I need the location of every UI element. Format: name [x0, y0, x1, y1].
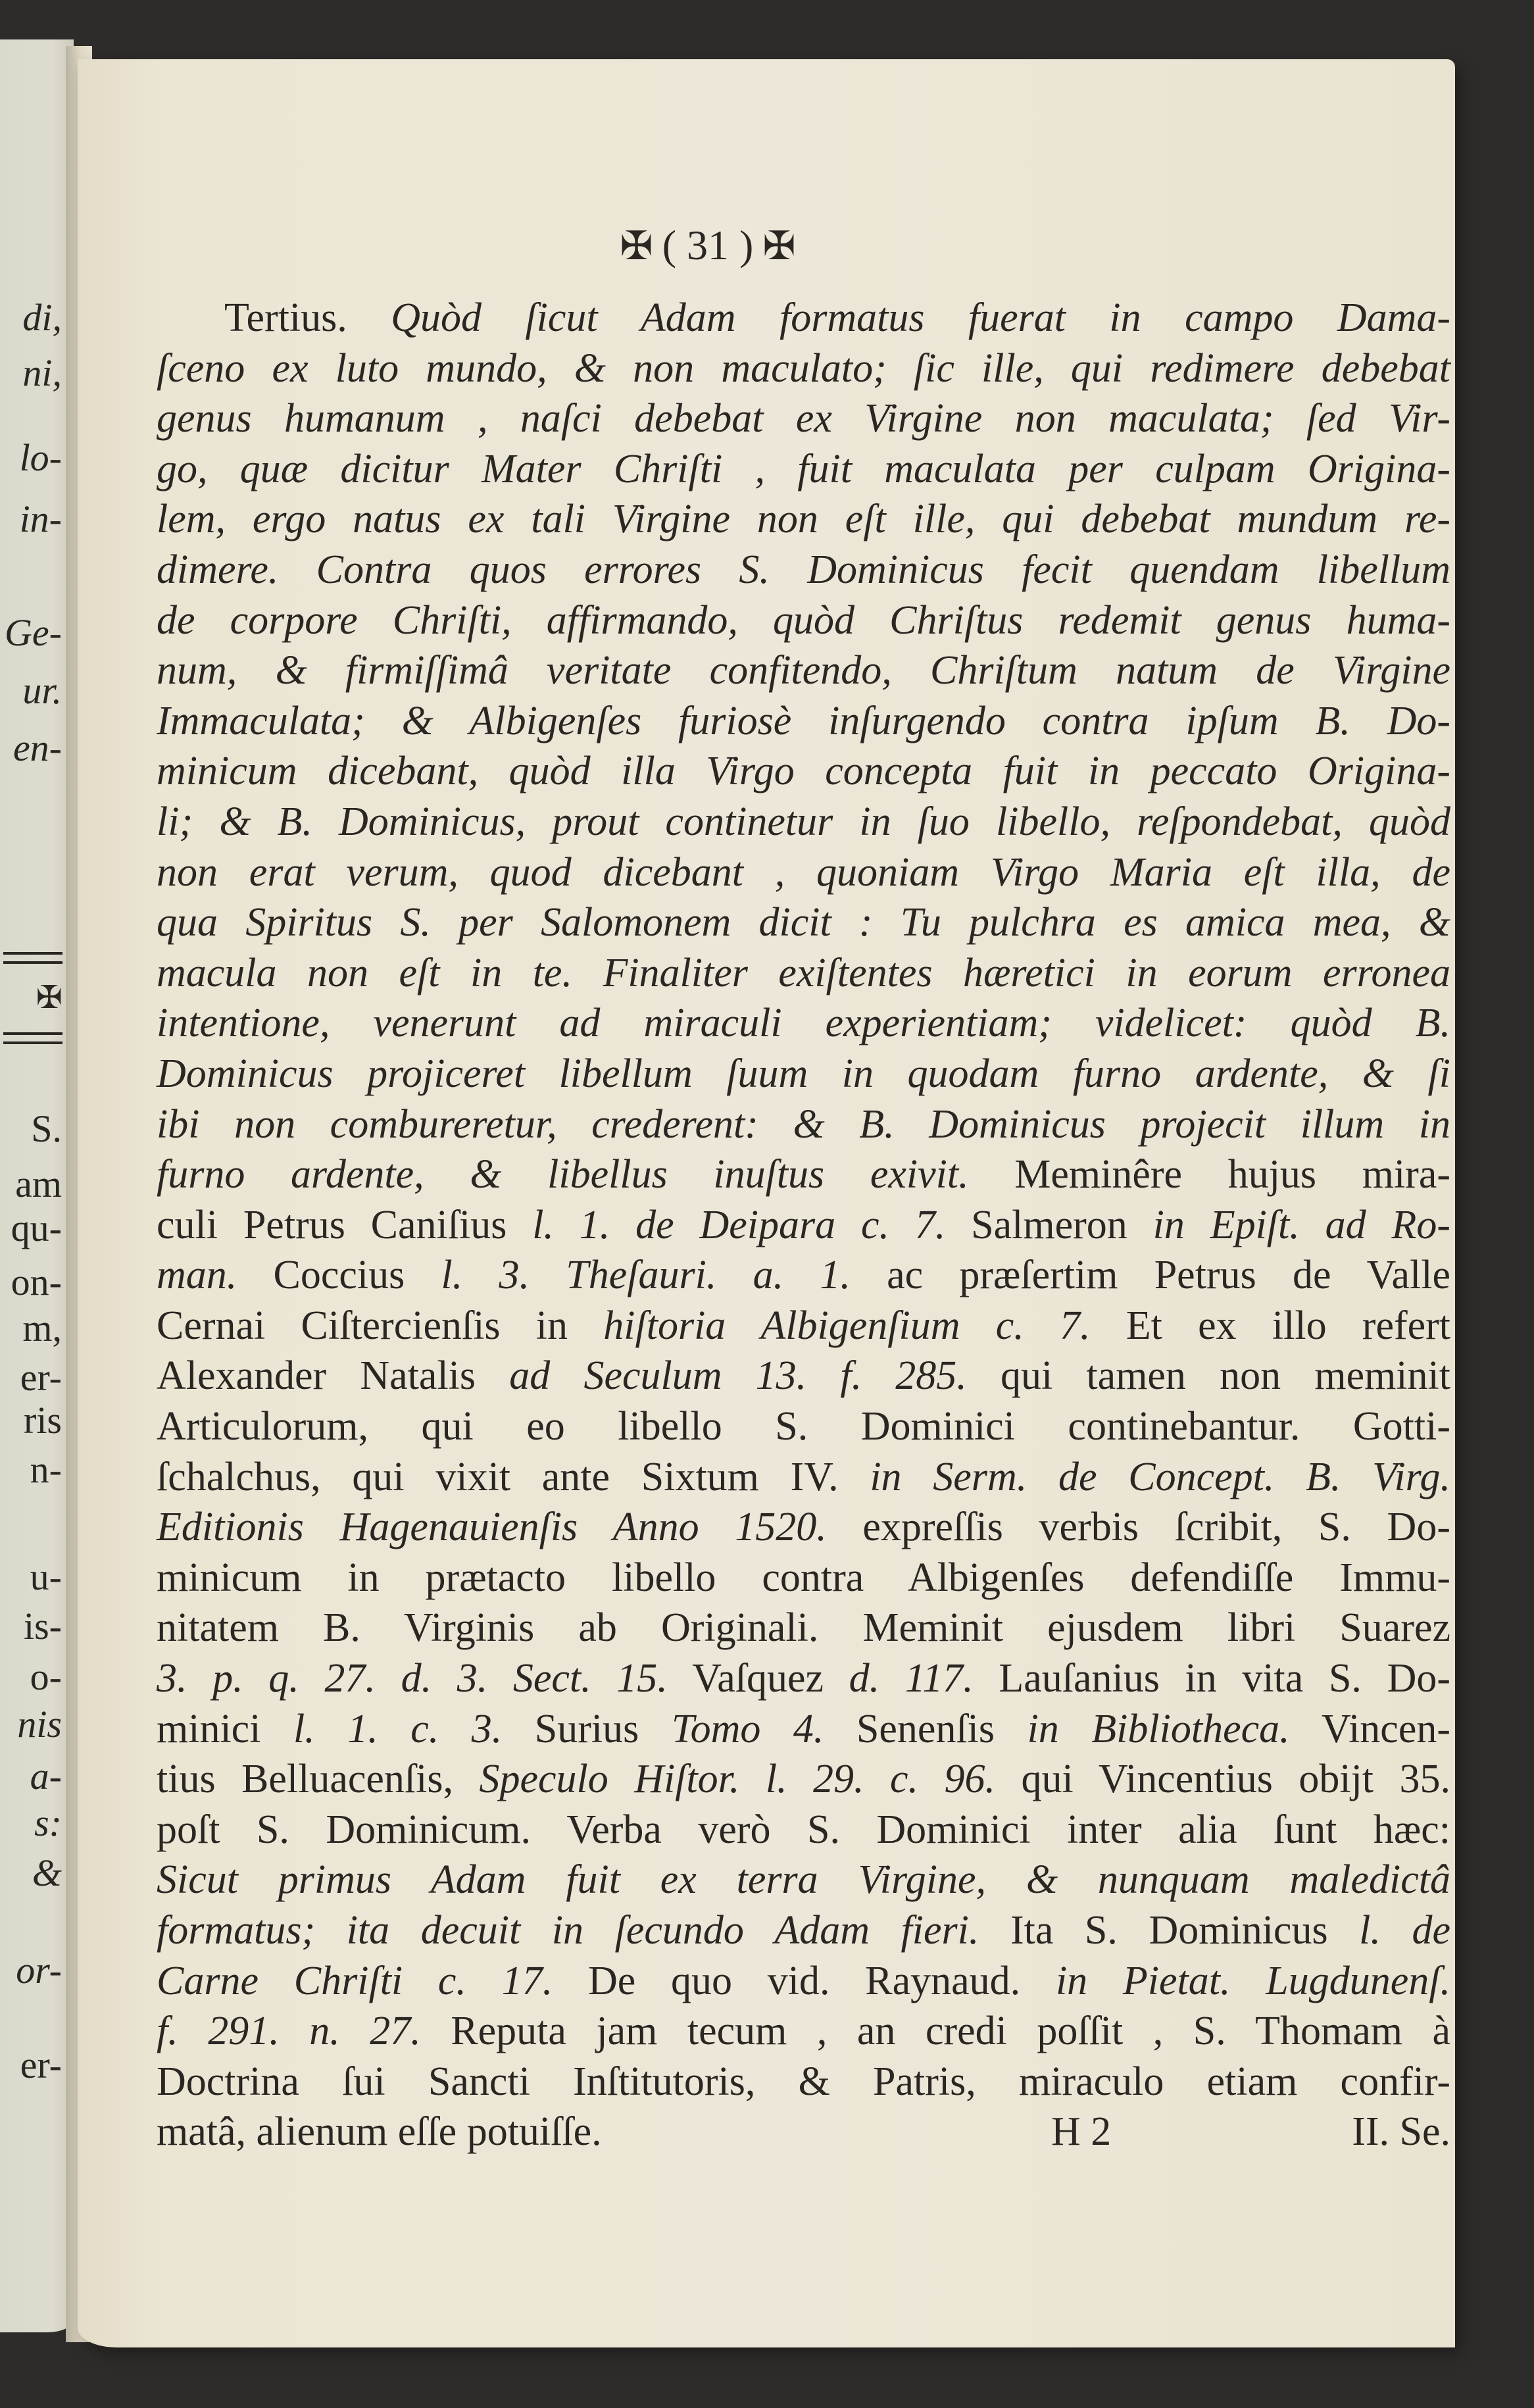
text-line: [157, 1351, 1450, 1401]
roman-text: Salmeron: [945, 1202, 1153, 1247]
text-line: [157, 797, 1450, 847]
italic-text: lem, ergo natus ex tali Virgine non eſt ille, qui debebat mundum re-: [157, 497, 1450, 542]
italic-text: d. 117.: [849, 1656, 974, 1701]
left-page-fragment: a-: [30, 1755, 62, 1797]
text-line: [157, 2057, 1450, 2107]
roman-text: Ita S. Dominicus: [979, 1908, 1360, 1953]
text-line: [157, 1603, 1450, 1653]
maltese-cross-icon: ✠: [36, 980, 62, 1015]
text-line: [157, 1653, 1450, 1704]
body-text: [157, 293, 1450, 2157]
signature-mark: H 2: [1051, 2109, 1112, 2155]
italic-text: go, quæ dicitur Mater Chriſti , fuit maculata per culpam Origina-: [157, 446, 1450, 491]
text-line: [157, 1805, 1450, 1855]
left-page-fragment: m,: [22, 1307, 62, 1349]
italic-text: num, & firmiſſimâ veritate confitendo, Chriſtum natum de Virgine: [157, 648, 1450, 693]
roman-text: minici: [157, 1706, 293, 1751]
italic-text: in Epiſt. ad Ro-: [1152, 1202, 1450, 1247]
roman-text: Vincen-: [1289, 1706, 1450, 1751]
roman-text: Lauſanius in vita S. Do-: [973, 1656, 1450, 1701]
left-page-fragment: o-: [30, 1655, 62, 1698]
italic-text: Dominicus projiceret libellum ſuum in quodam furno ardente, & ſi: [157, 1051, 1450, 1096]
left-page-fragment: er-: [20, 2044, 62, 2086]
left-page-fragment: di,: [22, 296, 62, 339]
left-page-fragment: is-: [24, 1605, 62, 1647]
italic-text: li; & B. Dominicus, prout continetur in ſuo libello, reſpondebat, quòd: [157, 799, 1450, 844]
roman-text: Et ex illo refert: [1090, 1303, 1451, 1348]
maltese-cross-icon: ✠: [620, 224, 653, 268]
text-line: [157, 1855, 1450, 1905]
italic-text: ſceno ex luto mundo, & non maculato; ſic ille, qui redimere debebat: [157, 345, 1450, 391]
page-header: [0, 220, 1475, 271]
left-page-fragment: en-: [12, 726, 62, 769]
roman-text: Senenſis: [824, 1706, 1027, 1751]
roman-text: Coccius: [237, 1253, 441, 1298]
left-page-fragment: am: [15, 1163, 62, 1205]
italic-text: hiſtoria Albigenſium c. 7.: [603, 1303, 1091, 1348]
italic-text: intentione, venerunt ad miraculi experientiam; videlicet: quòd B.: [157, 1001, 1450, 1046]
italic-text: Carne Chriſti c. 17.: [157, 1958, 553, 2003]
italic-text: l. 3. Theſauri. a. 1.: [441, 1253, 851, 1298]
left-page-fragment: qu-: [11, 1207, 62, 1249]
italic-text: in Serm. de Concept. B. Virg.: [870, 1454, 1450, 1499]
text-line: [157, 545, 1450, 595]
left-page-ornament: [0, 952, 62, 1044]
text-line: [157, 897, 1450, 948]
roman-text: Meminêre hujus mira-: [968, 1152, 1450, 1197]
roman-text: ſchalchus, qui vixit ante Sixtum IV.: [157, 1454, 870, 1499]
text-line: [157, 1149, 1450, 1200]
ornament-bar: [3, 1032, 62, 1044]
roman-text: matâ, alienum eſſe potuiſſe.: [157, 2109, 602, 2155]
text-line: [157, 2006, 1450, 2057]
italic-text: Speculo Hiſtor. l. 29. c. 96.: [479, 1757, 995, 1802]
left-page-fragment: lo-: [19, 436, 62, 479]
text-line: [157, 1905, 1450, 1956]
text-line: [157, 444, 1450, 495]
italic-text: f. 291. n. 27.: [157, 2009, 421, 2054]
italic-text: 3. p. q. 27. d. 3. Sect. 15.: [157, 1656, 668, 1701]
left-page-fragment: on-: [11, 1261, 62, 1303]
italic-text: Quòd ſicut Adam formatus fuerat in campo Dama-: [391, 295, 1450, 340]
italic-text: ad Seculum 13. f. 285.: [509, 1353, 967, 1399]
text-line: [157, 1956, 1450, 2007]
italic-text: Immaculata; & Albigenſes furiosè inſurgendo contra ipſum B. Do-: [157, 698, 1450, 743]
maltese-cross-icon: ✠: [762, 224, 796, 268]
roman-text: Reputa jam tecum , an credi poſſit , S. Thomam à: [420, 2009, 1450, 2054]
text-line: [157, 1049, 1450, 1099]
text-line: [157, 1401, 1450, 1452]
italic-text: genus humanum , naſci debebat ex Virgine non maculata; ſed Vir-: [157, 396, 1450, 441]
roman-text: qui tamen non meminit: [966, 1353, 1450, 1399]
text-line: [157, 746, 1450, 797]
roman-text: Vaſquez: [667, 1656, 849, 1701]
left-page-fragment: ni,: [22, 351, 62, 394]
left-page-fragment: in-: [19, 497, 62, 540]
page-number: ( 31 ): [662, 222, 754, 268]
text-line: [157, 494, 1450, 545]
italic-text: non erat verum, quod dicebant , quoniam Virgo Maria eſt illa, de: [157, 849, 1450, 895]
text-line: [157, 1704, 1450, 1755]
left-page-fragment: S.: [31, 1107, 62, 1150]
italic-text: Tomo 4.: [671, 1706, 824, 1751]
left-page-fragment: n-: [30, 1448, 62, 1491]
text-line: [157, 1099, 1450, 1150]
text-line: [157, 1200, 1450, 1251]
text-line: [157, 343, 1450, 394]
italic-text: ibi non combureretur, crederent: & B. Dominicus projecit illum in: [157, 1101, 1450, 1147]
left-page-fragment: u-: [30, 1555, 62, 1598]
text-line: [157, 1452, 1450, 1503]
italic-text: minicum dicebant, quòd illa Virgo concepta fuit in peccato Origina-: [157, 749, 1450, 794]
roman-text: tius Belluacenſis,: [157, 1757, 480, 1802]
text-line: [157, 1301, 1450, 1351]
roman-text: Surius: [502, 1706, 672, 1751]
text-line: [157, 1754, 1450, 1805]
italic-text: qua Spiritus S. per Salomonem dicit : Tu pulchra es amica mea, &: [157, 900, 1450, 945]
text-line: [157, 393, 1450, 444]
text-line: [157, 1250, 1450, 1301]
text-line: [157, 1502, 1450, 1553]
roman-text: Doctrina ſui Sancti Inſtitutoris, & Patris, miraculo etiam confir-: [157, 2059, 1450, 2104]
left-page-fragment: Ge-: [5, 611, 62, 654]
roman-text: minicum in prætacto libello contra Albigenſes defendiſſe Immu-: [157, 1555, 1450, 1600]
roman-text: Alexander Natalis: [157, 1353, 510, 1399]
italic-text: macula non eſt in te. Finaliter exiſtentes hæretici in eorum erronea: [157, 950, 1450, 995]
roman-text: nitatem B. Virginis ab Originali. Meminit ejusdem libri Suarez: [157, 1605, 1450, 1651]
roman-text: culi Petrus Caniſius: [157, 1202, 533, 1247]
roman-text: Articulorum, qui eo libello S. Dominici continebantur. Gotti-: [157, 1404, 1450, 1449]
text-line: [157, 293, 1450, 343]
italic-text: de corpore Chriſti, affirmando, quòd Chriſtus redemit genus huma-: [157, 597, 1450, 643]
left-page-fragment: er-: [20, 1356, 62, 1399]
catchword: II. Se.: [1352, 2109, 1450, 2155]
text-line: [157, 645, 1450, 696]
italic-text: l. de: [1359, 1908, 1450, 1953]
italic-text: man.: [157, 1253, 237, 1298]
italic-text: furno ardente, & libellus inuſtus exivit.: [157, 1152, 969, 1197]
roman-text: qui Vincentius obijt 35.: [995, 1757, 1450, 1802]
roman-text: expreſſis verbis ſcribit, S. Do-: [826, 1505, 1450, 1550]
italic-text: Editionis Hagenauienſis Anno 1520.: [157, 1505, 827, 1550]
text-line: [157, 696, 1450, 747]
italic-text: Sicut primus Adam fuit ex terra Virgine, & nunquam maledictâ: [157, 1857, 1450, 1903]
text-line: [157, 595, 1450, 646]
left-page-fragment: s:: [34, 1801, 62, 1844]
left-page-fragment: ur.: [22, 669, 62, 712]
left-page-fragment: nis: [17, 1703, 62, 1745]
left-page-fragment: &: [32, 1851, 62, 1894]
italic-text: formatus; ita decuit in ſecundo Adam fieri.: [157, 1908, 979, 1953]
left-page-fragment: or-: [16, 1949, 62, 1992]
italic-text: l. 1. c. 3.: [293, 1706, 503, 1751]
ornament-bar: [3, 952, 62, 964]
italic-text: in Pietat. Lugdunenſ.: [1055, 1958, 1450, 2003]
text-line: [157, 847, 1450, 898]
roman-text: Cernai Ciſtercienſis in: [157, 1303, 604, 1348]
italic-text: l. 1. de Deipara c. 7.: [532, 1202, 946, 1247]
text-line: [157, 948, 1450, 999]
roman-text: ac præſertim Petrus de Valle: [850, 1253, 1450, 1298]
italic-text: in Bibliotheca.: [1027, 1706, 1290, 1751]
italic-text: dimere. Contra quos errores S. Dominicus fecit quendam libellum: [157, 547, 1450, 592]
roman-text: Tertius.: [224, 295, 391, 340]
roman-text: De quo vid. Raynaud.: [553, 1958, 1056, 2003]
text-line: [157, 1553, 1450, 1603]
left-page-fragment: ris: [24, 1399, 62, 1442]
roman-text: poſt S. Dominicum. Verba verò S. Dominici inter alia ſunt hæc:: [157, 1807, 1450, 1852]
text-line-last: [157, 2107, 1450, 2157]
text-line: [157, 998, 1450, 1049]
